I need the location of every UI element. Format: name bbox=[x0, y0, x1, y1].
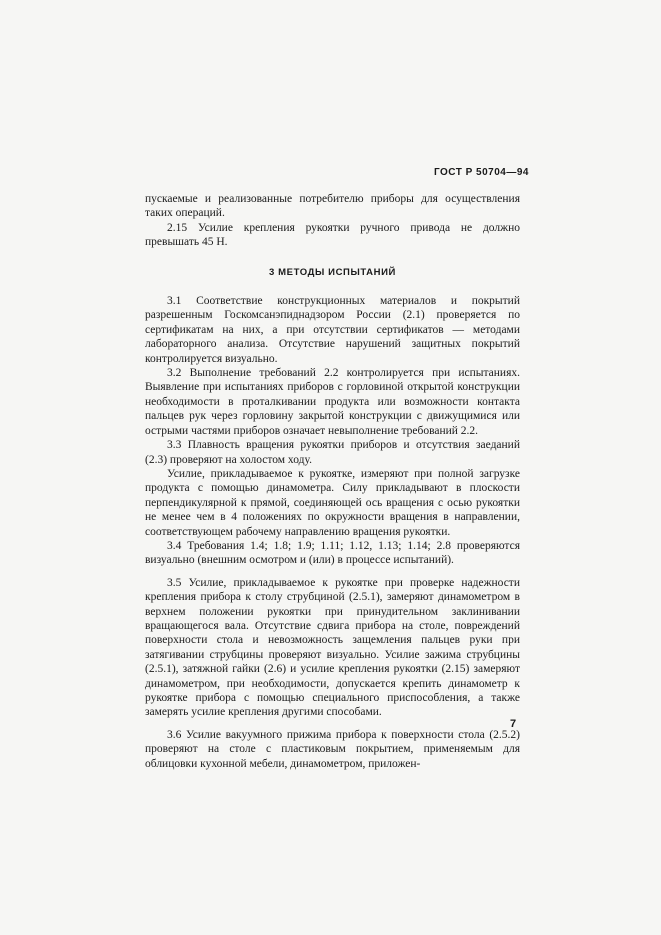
standard-header: ГОСТ Р 50704—94 bbox=[433, 167, 529, 178]
paragraph-continuation: пускаемые и реализованные потребителю приборы для осуществления таких операций. bbox=[145, 193, 520, 220]
paragraph-3-2: 3.2 Выполнение требований 2.2 контролируется при испытаниях. Выявление при испытаниях приборов с горловиной открытой конструкции необходимости в проталкивании продукта или возможности контакта пальцев рук через горловину закрытой конструкции с движущимися или острыми частями приборов означает невыполнение требований 2.2. bbox=[145, 367, 520, 437]
body-text bbox=[145, 192, 520, 771]
paragraph-3-3: 3.3 Плавность вращения рукоятки приборов и отсутствия заеданий (2.3) проверяют на холостом ходу. bbox=[145, 439, 520, 466]
paragraph-2-15: 2.15 Усилие крепления рукоятки ручного привода не должно превышать 45 Н. bbox=[145, 221, 520, 249]
page-number: 7 bbox=[510, 718, 517, 730]
paragraph-3-1: 3.1 Соответствие конструкционных материалов и покрытий разрешенным Госкомсанэпиднадзором России (2.1) проверяется по сертификатам на них, а при отсутствии сертификатов — методами лабораторного анализа. Отсутствие нарушений защитных покрытий контролируется визуально. bbox=[145, 295, 520, 365]
paragraph-3-4: 3.4 Требования 1.4; 1.8; 1.9; 1.11; 1.12, 1.13; 1.14; 2.8 проверяются визуально (внешним осмотром и (или) в процессе испытаний). bbox=[145, 539, 520, 567]
paragraph-3-6: 3.6 Усилие вакуумного прижима прибора к поверхности стола (2.5.2) проверяют на столе с пластиковым покрытием, применяемым для облицовки кухонной мебели, динамометром, приложен- bbox=[145, 728, 520, 770]
section-title: 3 МЕТОДЫ ИСПЫТАНИЙ bbox=[269, 266, 396, 278]
paragraph-3-3-force: Усилие, прикладываемое к рукоятке, измеряют при полной загрузке продукта с помощью динамометра. Силу прикладывают в плоскости перпендикулярной к прямой, соединяющей ось вращения с осью рукоятки не менее чем в 4 положениях по окружности вращения в направлении, соответствующем рабочему направлению вращения рукоятки. bbox=[145, 467, 520, 538]
paragraph-3-5: 3.5 Усилие, прикладываемое к рукоятке при проверке надежности крепления прибора к столу струбциной (2.5.1), замеряют динамометром в верхнем положении рукоятки при принудительном заклинивании вращающегося вала. Отсутствие сдвига прибора на столе, повреждений поверхности стола и невозможность защемления пальцев руки при затягивании струбцины проверяют визуально. Усилие зажима струбцины (2.5.1), затяжной гайки (2.6) и усилие крепления рукоятки (2.15) замеряют динамометром, при необходимости, допускается крепить динамометр к рукоятке прибора с помощью специального приспособления, а также замерять усилие крепления другими способами. bbox=[145, 576, 520, 719]
